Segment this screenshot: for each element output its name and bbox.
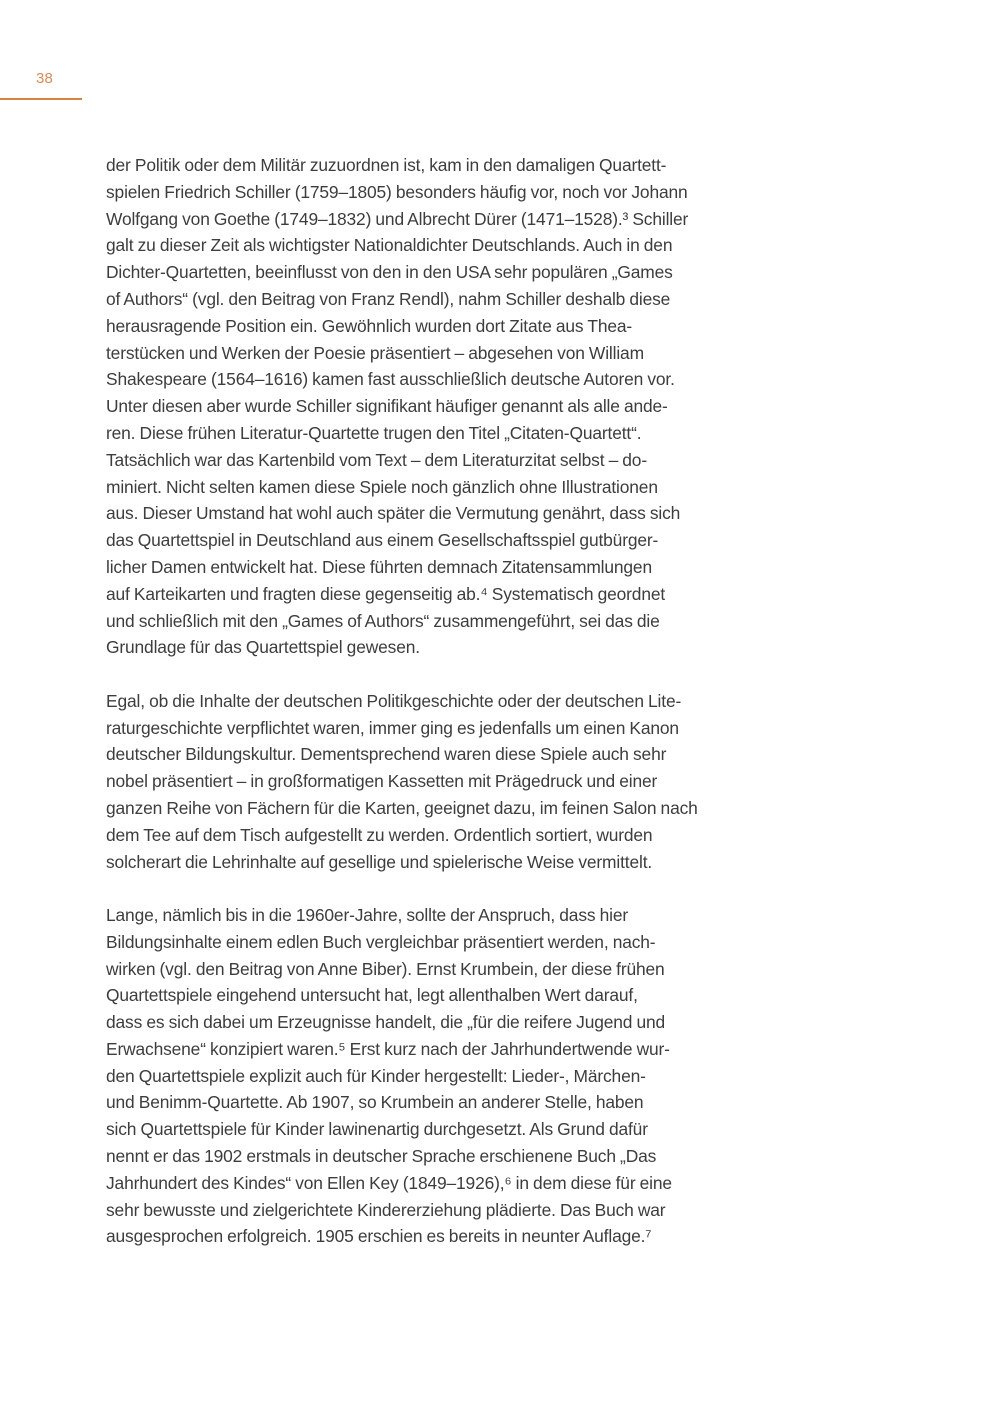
paragraph-1 (106, 152, 786, 661)
text-line: spielen Friedrich Schiller (1759–1805) besonders häufig vor, noch vor Johann (106, 181, 688, 202)
text-line: terstücken und Werken der Poesie präsentiert – abgesehen von William (106, 342, 644, 363)
text-line: nennt er das 1902 erstmals in deutscher Sprache erschienene Buch „Das (106, 1146, 657, 1167)
text-line: Shakespeare (1564–1616) kamen fast ausschließlich deutsche Autoren vor. (106, 369, 675, 390)
text-line: of Authors“ (vgl. den Beitrag von Franz Rendl), nahm Schiller deshalb diese (106, 288, 671, 309)
text-line: sich Quartettspiele für Kinder lawinenartig durchgesetzt. Als Grund dafür (106, 1119, 648, 1140)
text-line: Lange, nämlich bis in die 1960er-Jahre, sollte der Anspruch, dass hier (106, 904, 628, 925)
text-line: deutscher Bildungskultur. Dementsprechend waren diese Spiele auch sehr (106, 744, 667, 765)
text-line: und Benimm-Quartette. Ab 1907, so Krumbein an anderer Stelle, haben (106, 1092, 644, 1113)
text-line: Quartettspiele eingehend untersucht hat, legt allenthalben Wert darauf, (106, 985, 638, 1006)
text-line: dass es sich dabei um Erzeugnisse handelt, die „für die reifere Jugend und (106, 1012, 666, 1033)
body-text (106, 152, 786, 1250)
text-line: licher Damen entwickelt hat. Diese führten demnach Zitatensammlungen (106, 556, 652, 577)
text-line: Dichter-Quartetten, beeinflusst von den in den USA sehr populären „Games (106, 262, 673, 283)
text-line: Jahrhundert des Kindes“ von Ellen Key (1849–1926),⁶ in dem diese für eine (106, 1172, 672, 1193)
text-line: den Quartettspiele explizit auch für Kinder hergestellt: Lieder-, Märchen- (106, 1065, 646, 1086)
paragraph-3 (106, 902, 786, 1250)
text-line: auf Karteikarten und fragten diese gegenseitig ab.⁴ Systematisch geordnet (106, 583, 666, 604)
text-line: der Politik oder dem Militär zuzuordnen ist, kam in den damaligen Quartett- (106, 155, 667, 175)
text-line: Tatsächlich war das Kartenbild vom Text – dem Literaturzitat selbst – do- (106, 449, 647, 470)
text-line: nobel präsentiert – in großformatigen Kassetten mit Prägedruck und einer (106, 771, 658, 792)
text-line: Wolfgang von Goethe (1749–1832) und Albrecht Dürer (1471–1528).³ Schiller (106, 208, 689, 229)
text-line: das Quartettspiel in Deutschland aus einem Gesellschaftsspiel gutbürger- (106, 530, 659, 551)
paragraph-2 (106, 688, 786, 876)
text-line: ganzen Reihe von Fächern für die Karten, geeignet dazu, im feinen Salon nach (106, 797, 698, 818)
text-line: aus. Dieser Umstand hat wohl auch später die Vermutung genährt, dass sich (106, 503, 681, 524)
text-line: galt zu dieser Zeit als wichtigster Nationaldichter Deutschlands. Auch in den (106, 235, 673, 256)
text-line: sehr bewusste und zielgerichtete Kindererziehung plädierte. Das Buch war (106, 1199, 666, 1220)
text-line: ren. Diese frühen Literatur-Quartette trugen den Titel „Citaten-Quartett“. (106, 422, 642, 443)
text-line: Erwachsene“ konzipiert waren.⁵ Erst kurz nach der Jahrhundertwende wur- (106, 1038, 670, 1059)
text-line: miniert. Nicht selten kamen diese Spiele noch gänzlich ohne Illustrationen (106, 476, 658, 497)
text-line: herausragende Position ein. Gewöhnlich wurden dort Zitate aus Thea- (106, 315, 633, 336)
text-line: ausgesprochen erfolgreich. 1905 erschien es bereits in neunter Auflage.⁷ (106, 1226, 652, 1247)
text-line: solcherart die Lehrinhalte auf gesellige und spielerische Weise vermittelt. (106, 851, 653, 872)
page-number: 38 (36, 70, 54, 87)
text-line: Egal, ob die Inhalte der deutschen Politikgeschichte oder der deutschen Lite- (106, 690, 682, 711)
header-rule (0, 98, 82, 100)
text-line: raturgeschichte verpflichtet waren, immer ging es jedenfalls um einen Kanon (106, 717, 679, 738)
text-line: wirken (vgl. den Beitrag von Anne Biber). Ernst Krumbein, der diese frühen (106, 958, 665, 979)
text-line: Unter diesen aber wurde Schiller signifikant häufiger genannt als alle ande- (106, 396, 668, 417)
text-line: Bildungsinhalte einem edlen Buch vergleichbar präsentiert werden, nach- (106, 931, 656, 952)
text-line: Grundlage für das Quartettspiel gewesen. (106, 637, 420, 658)
text-line: dem Tee auf dem Tisch aufgestellt zu werden. Ordentlich sortiert, wurden (106, 824, 653, 845)
text-line: und schließlich mit den „Games of Authors“ zusammengeführt, sei das die (106, 610, 660, 631)
